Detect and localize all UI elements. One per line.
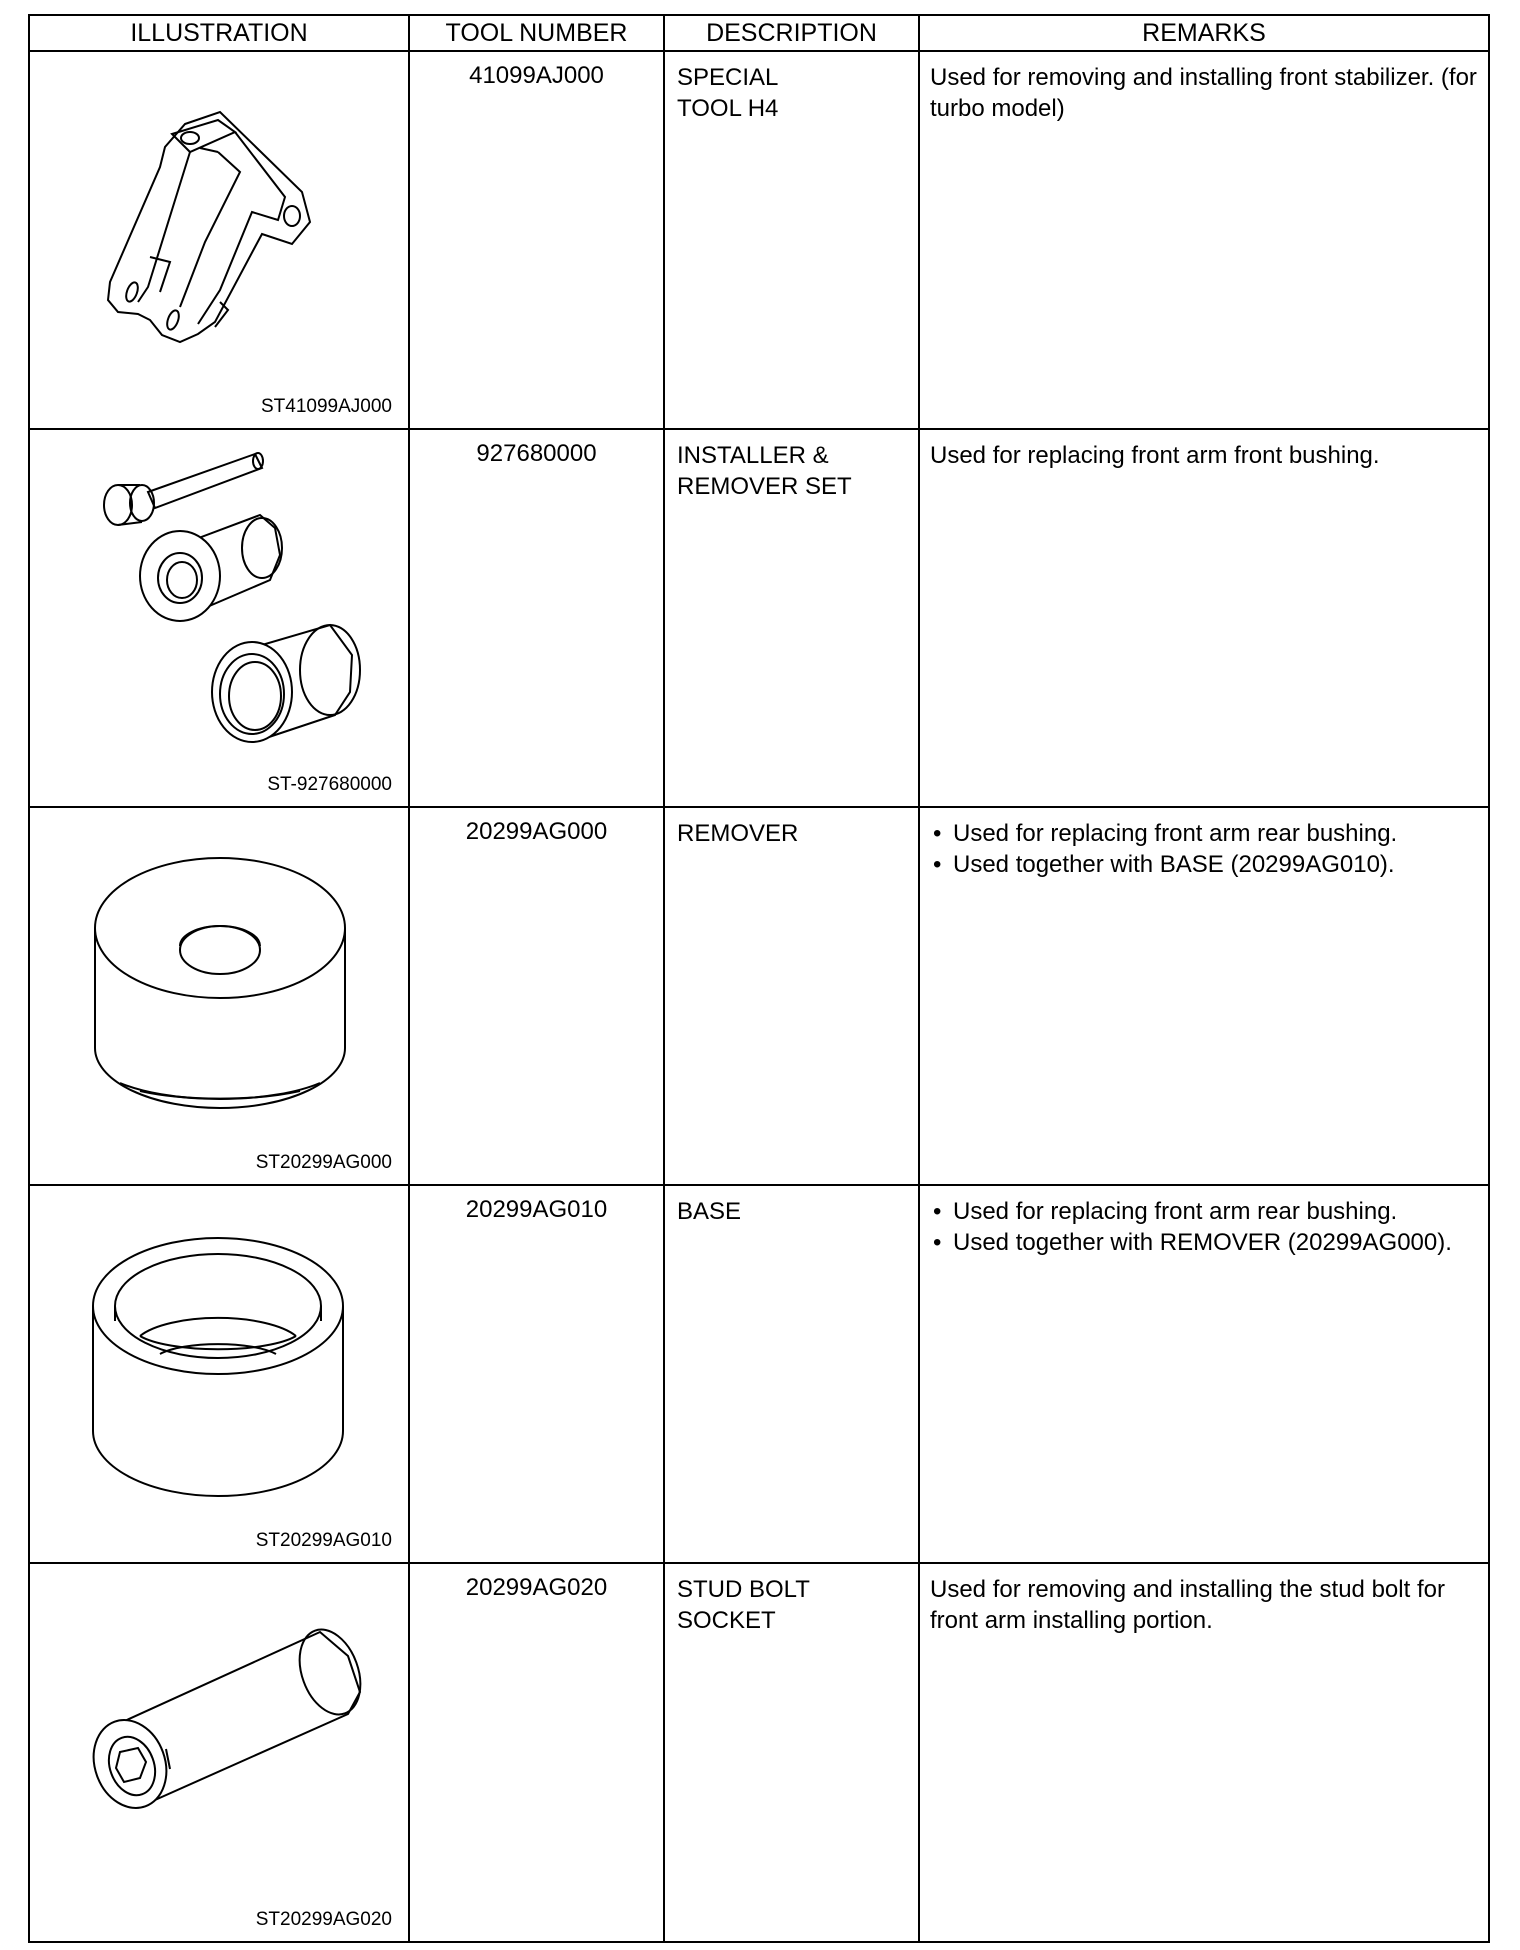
description-cell (664, 51, 919, 429)
illustration-cell (29, 51, 409, 429)
remarks-text: Used for replacing front arm front bushing. (930, 442, 1380, 469)
remarks-text: Used for removing and installing front stabilizer. (for turbo model) (930, 64, 1477, 122)
bushing-installer-set-icon (30, 430, 408, 806)
remarks-bullet: • Used together with BASE (20299AG010). (930, 849, 1478, 880)
illustration-code: ST20299AG020 (255, 1909, 392, 1930)
description: INSTALLER & REMOVER SET (677, 442, 852, 500)
remarks-bullet: • Used together with REMOVER (20299AG000). (930, 1227, 1478, 1258)
table-row (29, 51, 1489, 429)
tool-number: 20299AG010 (465, 1196, 608, 1223)
header-remarks: REMARKS (919, 15, 1489, 51)
remarks-cell (919, 1563, 1489, 1942)
illustration-cell (29, 1185, 409, 1563)
header-illustration: ILLUSTRATION (29, 15, 409, 51)
description-cell (664, 429, 919, 807)
table-row (29, 807, 1489, 1185)
table-row (29, 1563, 1489, 1942)
illustration-code: ST41099AJ000 (261, 396, 392, 417)
illustration-cell (29, 1563, 409, 1942)
description-cell (664, 1563, 919, 1942)
remarks-list (930, 818, 1478, 880)
description-cell (664, 1185, 919, 1563)
tool-number: 41099AJ000 (469, 62, 604, 89)
tool-number-cell (409, 1563, 664, 1942)
tool-number-cell (409, 807, 664, 1185)
tool-number-cell (409, 51, 664, 429)
remarks-text: Used for removing and installing the stud bolt for front arm installing portion. (930, 1576, 1445, 1634)
description: BASE (677, 1198, 742, 1225)
description: STUD BOLT SOCKET (677, 1576, 810, 1634)
illustration-code: ST20299AG010 (255, 1530, 392, 1551)
description-cell (664, 807, 919, 1185)
header-description: DESCRIPTION (664, 15, 919, 51)
tool-number-cell (409, 1185, 664, 1563)
remarks-bullet: • Used for replacing front arm rear bushing. (930, 1196, 1478, 1227)
remarks-list (930, 1196, 1478, 1258)
illustration-cell (29, 429, 409, 807)
tool-number: 20299AG020 (465, 1574, 608, 1601)
tool-number-cell (409, 429, 664, 807)
tool-number: 20299AG000 (465, 818, 608, 845)
table-row (29, 429, 1489, 807)
illustration-code: ST-927680000 (267, 774, 392, 795)
remover-cylinder-icon (30, 808, 408, 1184)
remarks-cell (919, 51, 1489, 429)
remarks-cell (919, 1185, 1489, 1563)
header-tool-number: TOOL NUMBER (409, 15, 664, 51)
stabilizer-bracket-tool-icon (30, 52, 408, 428)
description: REMOVER (677, 820, 799, 847)
remarks-bullet: • Used for replacing front arm rear bushing. (930, 818, 1478, 849)
special-tools-table (28, 14, 1490, 1943)
header-row (29, 15, 1489, 51)
illustration-code: ST20299AG000 (255, 1152, 392, 1173)
table-row (29, 1185, 1489, 1563)
tool-number: 927680000 (476, 440, 597, 467)
remarks-cell (919, 807, 1489, 1185)
illustration-cell (29, 807, 409, 1185)
remarks-cell (919, 429, 1489, 807)
description: SPECIAL TOOL H4 (677, 64, 779, 122)
base-ring-icon (30, 1186, 408, 1562)
stud-bolt-socket-icon (30, 1564, 408, 1940)
